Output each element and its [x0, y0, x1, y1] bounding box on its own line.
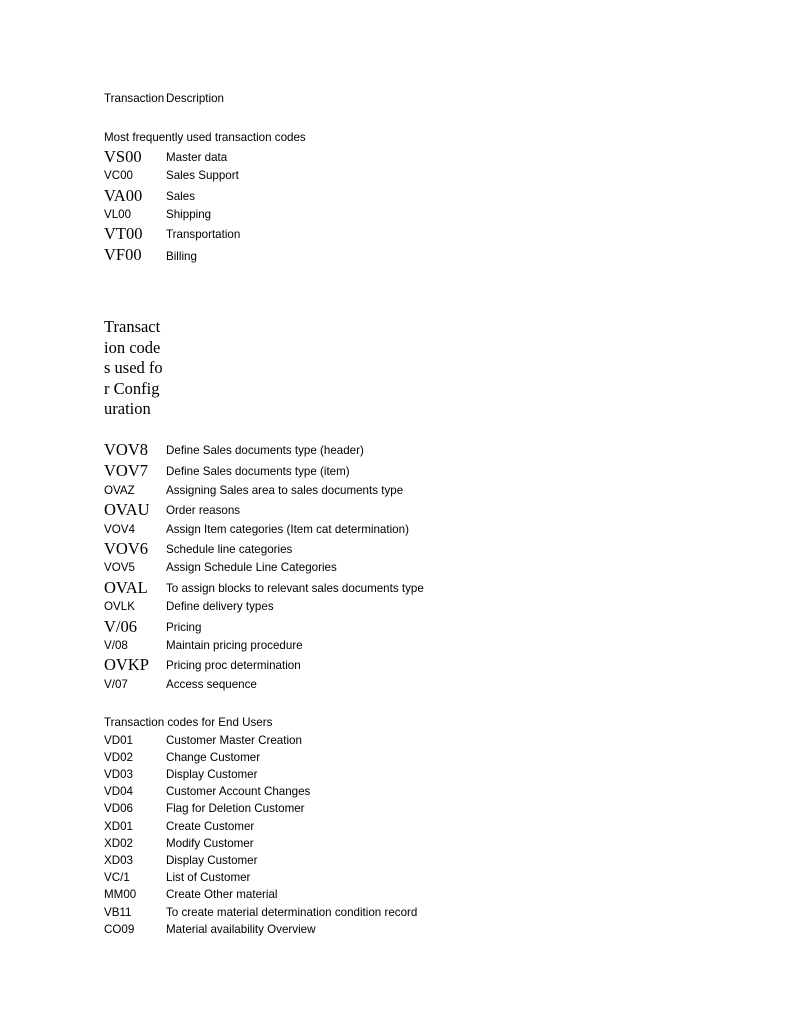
tcode: VC00 — [104, 169, 134, 182]
tcode-description: Shipping — [166, 208, 212, 221]
tcode-description: Schedule line categories — [166, 543, 293, 556]
tcode: VOV6 — [104, 539, 148, 558]
tcode: OVKP — [104, 655, 149, 674]
column-header-transaction-label: Transaction — [104, 93, 165, 105]
tcode-description: Create Customer — [166, 820, 255, 833]
section-title-frequent: Most frequently used transaction codes — [104, 131, 306, 144]
tcode: V/06 — [104, 617, 137, 636]
tcode-description: Material availability Overview — [166, 923, 316, 936]
tcode-description: Transportation — [166, 228, 241, 241]
tcode-description: Change Customer — [166, 751, 261, 764]
tcode-description: Customer Master Creation — [166, 734, 302, 747]
tcode: OVLK — [104, 600, 135, 613]
tcode-description: Display Customer — [166, 854, 258, 867]
section-title-configuration: Transaction codes used for Configuration — [104, 317, 163, 419]
tcode-description: List of Customer — [166, 871, 251, 884]
tcode: VB11 — [104, 906, 132, 919]
tcode-description: Billing — [166, 250, 197, 263]
tcode: XD02 — [104, 837, 134, 850]
tcode-description: Pricing — [166, 621, 202, 634]
tcode-description: Define Sales documents type (header) — [166, 444, 364, 457]
tcode-description: Pricing proc determination — [166, 659, 301, 672]
tcode: VOV8 — [104, 440, 148, 459]
tcode: MM00 — [104, 888, 137, 901]
tcode: VD04 — [104, 785, 134, 798]
tcode-description: To assign blocks to relevant sales documents type — [166, 582, 424, 595]
tcode-description: Order reasons — [166, 504, 241, 517]
tcode-description: To create material determination condition record — [166, 906, 418, 919]
tcode: VD06 — [104, 802, 134, 815]
tcode-description: Assigning Sales area to sales documents type — [166, 484, 404, 497]
tcode-description: Flag for Deletion Customer — [166, 802, 305, 815]
tcode: V/08 — [104, 639, 128, 652]
tcode: VD02 — [104, 751, 134, 764]
tcode: VT00 — [104, 224, 143, 243]
tcode: VL00 — [104, 208, 132, 221]
tcode: VOV4 — [104, 523, 135, 536]
tcode-description: Define delivery types — [166, 600, 274, 613]
tcode: XD03 — [104, 854, 134, 867]
tcode: VS00 — [104, 147, 142, 166]
tcode-description: Assign Item categories (Item cat determination) — [166, 523, 409, 536]
tcode: CO09 — [104, 923, 135, 936]
tcode: VOV5 — [104, 561, 135, 574]
tcode-description: Sales — [166, 190, 196, 203]
tcode: OVAU — [104, 500, 150, 519]
tcode: OVAZ — [104, 484, 135, 497]
tcode-description: Display Customer — [166, 768, 258, 781]
tcode-description: Create Other material — [166, 888, 278, 901]
tcode-description: Define Sales documents type (item) — [166, 465, 350, 478]
tcode: VA00 — [104, 186, 143, 205]
tcode: OVAL — [104, 578, 148, 597]
section-title-end-users: Transaction codes for End Users — [104, 716, 273, 729]
tcode-description: Customer Account Changes — [166, 785, 311, 798]
tcode-description: Assign Schedule Line Categories — [166, 561, 337, 574]
tcode: V/07 — [104, 678, 128, 691]
tcode-description: Access sequence — [166, 678, 257, 691]
tcode: VD03 — [104, 768, 134, 781]
column-header-transaction — [104, 93, 165, 105]
tcode: XD01 — [104, 820, 134, 833]
tcode: VF00 — [104, 245, 142, 264]
tcode-description: Modify Customer — [166, 837, 254, 850]
tcode: VD01 — [104, 734, 134, 747]
tcode: VC/1 — [104, 871, 130, 884]
tcode: VOV7 — [104, 461, 148, 480]
tcode-description: Master data — [166, 151, 228, 164]
tcode-description: Maintain pricing procedure — [166, 639, 303, 652]
tcode-description: Sales Support — [166, 169, 239, 182]
column-header-description: Description — [166, 92, 224, 105]
